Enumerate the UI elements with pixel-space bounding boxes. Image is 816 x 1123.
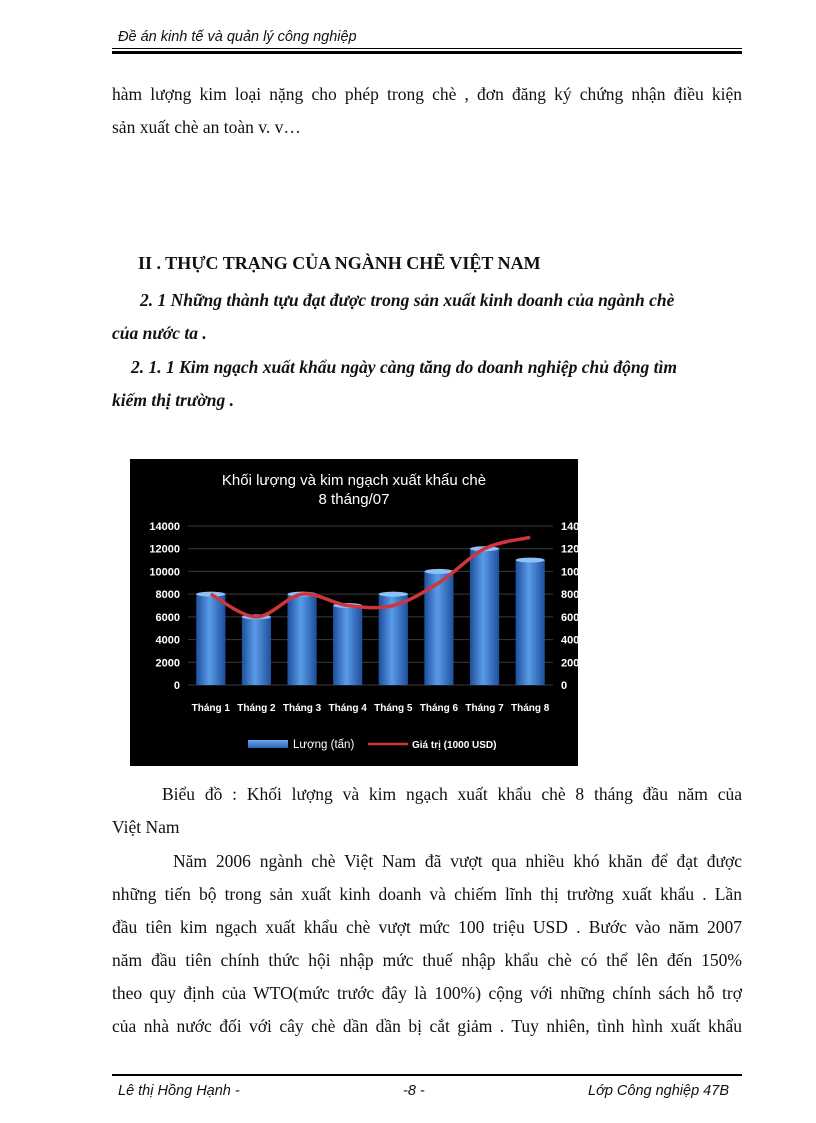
body-line: những tiến bộ trong sản xuất kinh doanh và chiếm lĩnh thị trường xuất khẩu . Lần xyxy=(112,884,742,904)
y2-tick-label: 12000 xyxy=(561,543,592,556)
chart-bar-top xyxy=(379,592,408,597)
y2-tick-label: 4000 xyxy=(561,634,586,647)
export-chart xyxy=(130,459,592,766)
body-line: của nhà nước đối với cây chè dần dần bị cắt giảm . Tuy nhiên, tình hình xuất khẩu xyxy=(112,1016,742,1036)
header-title: Đề án kinh tế và quản lý công nghiệp xyxy=(118,29,357,45)
chart-canvas xyxy=(130,459,592,766)
body-line: đầu tiên kim ngạch xuất khẩu chè vượt mức 100 triệu USD . Bước vào năm 2007 xyxy=(112,917,742,937)
x-tick-label: Tháng 4 xyxy=(328,703,367,714)
y2-tick-label: 0 xyxy=(561,680,568,692)
chart-bar xyxy=(333,606,362,686)
footer-author: Lê thị Hồng Hạnh - xyxy=(118,1083,240,1099)
x-tick-label: Tháng 3 xyxy=(282,703,322,714)
body-line: năm đầu tiên chính thức hội nhập mức thuế nhập khẩu chè có thể lên đến 150% xyxy=(112,950,742,970)
footer-page-number: -8 - xyxy=(403,1083,425,1099)
y-tick-label: 4000 xyxy=(155,634,180,647)
y-tick-label: 2000 xyxy=(155,657,180,670)
x-tick-label: Tháng 7 xyxy=(465,703,504,714)
legend-label: Lượng (tấn) xyxy=(293,739,355,751)
y-tick-label: 6000 xyxy=(155,611,180,624)
chart-title: Khối lượng và kim ngạch xuất khẩu chè xyxy=(221,472,487,489)
y2-tick-label: 2000 xyxy=(561,657,586,670)
y2-tick-label: 8000 xyxy=(561,589,586,602)
footer-class: Lớp Công nghiệp 47B xyxy=(588,1083,729,1099)
body-line: Năm 2006 ngành chè Việt Nam đã vượt qua nhiều khó khăn để đạt được xyxy=(173,851,742,871)
section-heading: II . THỰC TRẠNG CỦA NGÀNH CHẼ VIỆT NAM xyxy=(138,253,541,273)
caption-line: Biểu đồ : Khối lượng và kim ngạch xuất khẩu chè 8 tháng đầu năm của xyxy=(162,784,742,804)
y2-tick-label: 14000 xyxy=(561,521,592,533)
y-tick-label: 0 xyxy=(173,680,180,692)
legend-label: Giá trị (1000 USD) xyxy=(412,740,497,751)
body-paragraph xyxy=(112,845,742,1043)
legend-swatch-bar xyxy=(248,740,288,748)
subsection-heading-line: của nước ta . xyxy=(112,323,207,343)
y-tick-label: 8000 xyxy=(155,589,180,602)
x-tick-label: Tháng 5 xyxy=(374,703,413,714)
y-tick-label: 12000 xyxy=(149,543,180,556)
y2-tick-label: 6000 xyxy=(561,611,586,624)
chart-bar xyxy=(470,549,499,685)
subsection-heading-2 xyxy=(112,351,744,417)
subsection-heading-line: 2. 1. 1 Kim ngạch xuất khẩu ngày càng tăng do doanh nghiệp chủ động tìm xyxy=(131,357,678,377)
x-tick-label: Tháng 1 xyxy=(191,703,230,714)
x-tick-label: Tháng 8 xyxy=(511,703,550,714)
x-tick-label: Tháng 6 xyxy=(419,703,459,714)
header-divider-thick xyxy=(112,51,742,54)
header-divider xyxy=(112,48,742,49)
chart-bar-top xyxy=(516,558,545,563)
chart-bar xyxy=(516,560,545,685)
chart-subtitle: 8 tháng/07 xyxy=(318,491,390,508)
intro-line: sản xuất chè an toàn v. v… xyxy=(112,117,301,137)
subsection-heading-line: 2. 1 Những thành tựu đạt được trong sản xuất kinh doanh của ngành chè xyxy=(140,290,675,310)
chart-caption xyxy=(112,778,742,844)
y-tick-label: 10000 xyxy=(149,566,180,579)
subsection-heading-line: kiếm thị trường . xyxy=(112,390,234,410)
subsection-heading-1 xyxy=(112,284,744,350)
x-tick-label: Tháng 2 xyxy=(237,703,276,714)
body-line: theo quy định của WTO(mức trước đây là 100%) cộng với những chính sách hỗ trợ xyxy=(112,983,742,1003)
y2-tick-label: 10000 xyxy=(561,566,592,579)
chart-bar xyxy=(287,594,316,685)
chart-bar xyxy=(242,617,271,685)
intro-paragraph xyxy=(112,78,742,144)
intro-line: hàm lượng kim loại nặng cho phép trong chè , đơn đăng ký chứng nhận điều kiện xyxy=(112,84,742,104)
footer-divider xyxy=(112,1074,742,1076)
chart-bar xyxy=(196,594,225,685)
y-tick-label: 14000 xyxy=(149,521,180,533)
caption-line: Việt Nam xyxy=(112,817,180,837)
